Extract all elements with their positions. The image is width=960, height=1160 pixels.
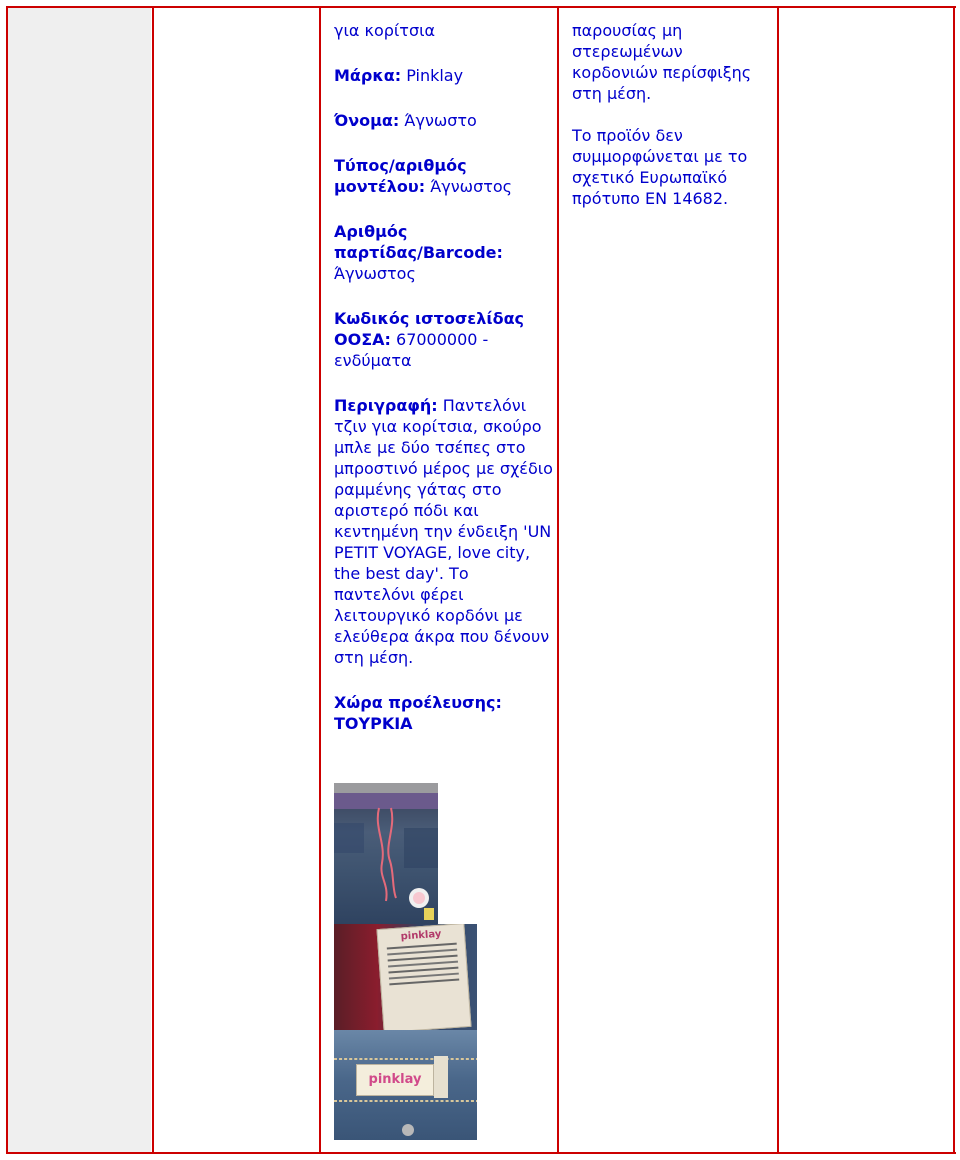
waistband-label-photo — [334, 1030, 477, 1140]
name-value: Άγνωστο — [399, 111, 477, 130]
name-row — [334, 110, 554, 131]
batch-row — [334, 221, 554, 284]
brand-value: Pinklay — [401, 66, 464, 85]
jeans-drawing — [334, 783, 438, 924]
brand-label-photo — [334, 924, 477, 1030]
risk-details-cell — [572, 20, 770, 233]
column-border-3 — [319, 6, 321, 1154]
column-border-6 — [953, 6, 955, 1154]
intro-text: για κορίτσια — [334, 21, 436, 40]
column-border-1 — [6, 6, 8, 1154]
origin-value: ΤΟΥΡΚΙΑ — [334, 714, 413, 733]
product-details-cell — [334, 20, 554, 758]
risk-text: παρουσίας μη στερεωμένων κορδονιών περίσφιξης στη μέση. — [572, 21, 752, 103]
description-row — [334, 395, 554, 668]
care-label-brand: pinklay — [400, 928, 442, 943]
model-row — [334, 155, 554, 197]
origin-row — [334, 692, 554, 734]
description-value: Παντελόνι τζιν για κορίτσια, σκούρο μπλε με δύο τσέπες στο μπροστινό μέρος με σχέδιο ραμμένης γάτας στο αριστερό πόδι και κεντημένη την ένδειξη 'UN PETIT VOYAGE, love city, the best day'. Το παντελόνι φέρει λειτουργικό κορδόνι με ελεύθερα άκρα που δένουν στη μέση. — [334, 396, 553, 667]
compliance-text: Το προϊόν δεν συμμορφώνεται με το σχετικό Ευρωπαϊκό πρότυπο EN 14682. — [572, 126, 748, 208]
batch-value: Άγνωστος — [334, 264, 416, 283]
model-label: Τύπος/αριθμός μοντέλου: — [334, 156, 467, 196]
brand-row — [334, 65, 554, 86]
brand-label: Μάρκα: — [334, 66, 402, 85]
model-value: Άγνωστος — [425, 177, 513, 196]
oecd-row — [334, 308, 554, 371]
oecd-value: 67000000 - ενδύματα — [334, 330, 489, 370]
oecd-label: Κωδικός ιστοσελίδας ΟΟΣΑ: — [334, 309, 525, 349]
woven-label-brand: pinklay — [368, 1072, 422, 1087]
stitching-line — [334, 1058, 477, 1060]
batch-label: Αριθμός παρτίδας/Barcode: — [334, 222, 503, 262]
name-label: Όνομα: — [334, 111, 400, 130]
origin-label: Χώρα προέλευσης: — [334, 693, 502, 712]
stitching-line — [334, 1100, 477, 1102]
description-label: Περιγραφή: — [334, 396, 438, 415]
size-tag — [434, 1056, 448, 1098]
jeans-photo — [334, 783, 438, 924]
column-border-4 — [557, 6, 559, 1154]
column-border-2 — [152, 6, 154, 1154]
empty-first-column — [8, 8, 151, 1154]
woven-label — [356, 1064, 434, 1096]
care-label-tag — [376, 924, 471, 1030]
table-bottom-border — [6, 1152, 956, 1154]
table-top-border — [6, 6, 956, 8]
button-rivet — [402, 1124, 414, 1136]
column-border-5 — [777, 6, 779, 1154]
